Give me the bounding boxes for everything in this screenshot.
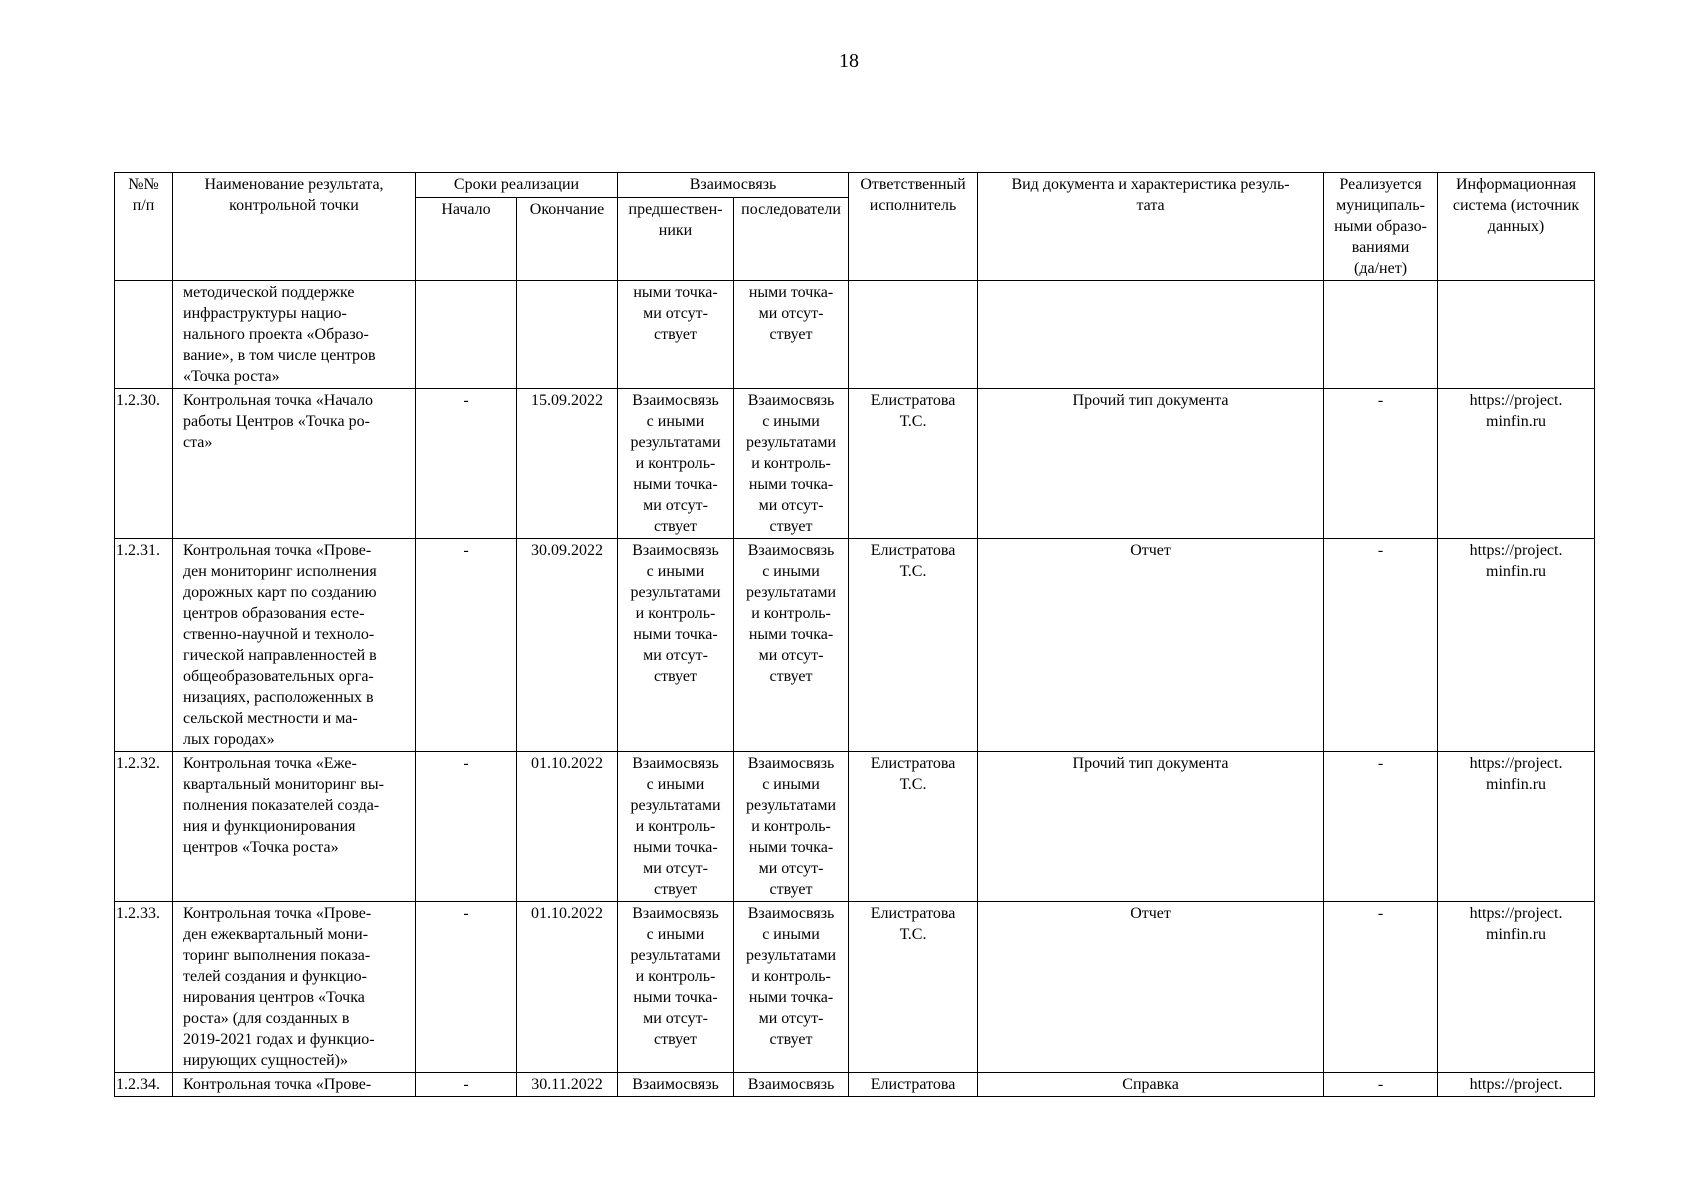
row-pred: Взаимосвязь с иными результатами и контроль- ными точка- ми отсут- ствует bbox=[618, 539, 734, 752]
row-succ: Взаимосвязь с иными результатами и контроль- ными точка- ми отсут- ствует bbox=[734, 539, 849, 752]
row-num: 1.2.34. bbox=[115, 1073, 173, 1097]
row-succ: Взаимосвязь bbox=[734, 1073, 849, 1097]
row-name: Контрольная точка «Прове- ден мониторинг исполнения дорожных карт по созданию центров образования есте- ственно-научной и техноло- гической направленностей в общеобразовательных орга- низациях, расположенных в сельской местности и ма- лых городах» bbox=[173, 539, 416, 752]
results-table bbox=[114, 172, 1595, 1097]
row-municipal: - bbox=[1324, 752, 1438, 902]
row-name: Контрольная точка «Начало работы Центров «Точка ро- ста» bbox=[173, 389, 416, 539]
row-pred: ными точка- ми отсут- ствует bbox=[618, 281, 734, 389]
row-succ: Взаимосвязь с иными результатами и контроль- ными точка- ми отсут- ствует bbox=[734, 902, 849, 1073]
header-terms: Сроки реализации bbox=[416, 173, 618, 198]
header-municipal: Реализуется муниципаль- ными образо- ваниями (да/нет) bbox=[1324, 173, 1438, 281]
header-num: №№ п/п bbox=[115, 173, 173, 281]
header-row-top bbox=[115, 173, 1595, 198]
page-number: 18 bbox=[839, 50, 859, 72]
row-end bbox=[517, 281, 618, 389]
header-responsible: Ответственный исполнитель bbox=[849, 173, 978, 281]
row-end: 30.09.2022 bbox=[517, 539, 618, 752]
row-doc: Прочий тип документа bbox=[978, 389, 1324, 539]
row-responsible: Елистратова bbox=[849, 1073, 978, 1097]
row-doc: Отчет bbox=[978, 902, 1324, 1073]
row-pred: Взаимосвязь с иными результатами и контроль- ными точка- ми отсут- ствует bbox=[618, 389, 734, 539]
row-name: Контрольная точка «Еже- квартальный мониторинг вы- полнения показателей созда- ния и функционирования центров «Точка роста» bbox=[173, 752, 416, 902]
row-name: Контрольная точка «Прове- ден ежеквартальный мони- торинг выполнения показа- телей создания и функцио- нирования центров «Точка роста» (для созданных в 2019-2021 годах и функцио- нирующих сущностей)» bbox=[173, 902, 416, 1073]
table-body bbox=[115, 281, 1595, 1097]
row-doc bbox=[978, 281, 1324, 389]
row-info: https://project. minfin.ru bbox=[1438, 902, 1595, 1073]
header-doc: Вид документа и характеристика резуль- тата bbox=[978, 173, 1324, 281]
row-responsible: Елистратова Т.С. bbox=[849, 752, 978, 902]
row-responsible: Елистратова Т.С. bbox=[849, 539, 978, 752]
row-info: https://project. minfin.ru bbox=[1438, 539, 1595, 752]
header-pred: предшествен- ники bbox=[618, 198, 734, 281]
row-municipal bbox=[1324, 281, 1438, 389]
row-responsible bbox=[849, 281, 978, 389]
row-pred: Взаимосвязь с иными результатами и контроль- ными точка- ми отсут- ствует bbox=[618, 902, 734, 1073]
header-info: Информационная система (источник данных) bbox=[1438, 173, 1595, 281]
row-start: - bbox=[416, 389, 517, 539]
header-name: Наименование результата, контрольной точки bbox=[173, 173, 416, 281]
row-responsible: Елистратова Т.С. bbox=[849, 389, 978, 539]
table-row bbox=[115, 389, 1595, 539]
row-end: 15.09.2022 bbox=[517, 389, 618, 539]
row-succ: Взаимосвязь с иными результатами и контроль- ными точка- ми отсут- ствует bbox=[734, 752, 849, 902]
row-start bbox=[416, 281, 517, 389]
row-municipal: - bbox=[1324, 389, 1438, 539]
table-row bbox=[115, 281, 1595, 389]
row-num: 1.2.31. bbox=[115, 539, 173, 752]
row-succ: ными точка- ми отсут- ствует bbox=[734, 281, 849, 389]
row-start: - bbox=[416, 1073, 517, 1097]
row-name: Контрольная точка «Прове- bbox=[173, 1073, 416, 1097]
table-row bbox=[115, 1073, 1595, 1097]
row-info bbox=[1438, 281, 1595, 389]
row-start: - bbox=[416, 539, 517, 752]
row-municipal: - bbox=[1324, 539, 1438, 752]
header-start: Начало bbox=[416, 198, 517, 281]
row-num bbox=[115, 281, 173, 389]
row-pred: Взаимосвязь с иными результатами и контроль- ными точка- ми отсут- ствует bbox=[618, 752, 734, 902]
row-responsible: Елистратова Т.С. bbox=[849, 902, 978, 1073]
row-num: 1.2.33. bbox=[115, 902, 173, 1073]
row-end: 01.10.2022 bbox=[517, 752, 618, 902]
row-end: 30.11.2022 bbox=[517, 1073, 618, 1097]
table-row bbox=[115, 902, 1595, 1073]
row-num: 1.2.30. bbox=[115, 389, 173, 539]
row-municipal: - bbox=[1324, 1073, 1438, 1097]
table-row bbox=[115, 539, 1595, 752]
table-row bbox=[115, 752, 1595, 902]
row-start: - bbox=[416, 902, 517, 1073]
row-num: 1.2.32. bbox=[115, 752, 173, 902]
header-succ: последователи bbox=[734, 198, 849, 281]
row-doc: Прочий тип документа bbox=[978, 752, 1324, 902]
header-end: Окончание bbox=[517, 198, 618, 281]
row-pred: Взаимосвязь bbox=[618, 1073, 734, 1097]
row-name: методической поддержке инфраструктуры нацио- нального проекта «Образо- вание», в том числе центров «Точка роста» bbox=[173, 281, 416, 389]
row-info: https://project. minfin.ru bbox=[1438, 752, 1595, 902]
row-doc: Отчет bbox=[978, 539, 1324, 752]
row-end: 01.10.2022 bbox=[517, 902, 618, 1073]
row-info: https://project. bbox=[1438, 1073, 1595, 1097]
row-succ: Взаимосвязь с иными результатами и контроль- ными точка- ми отсут- ствует bbox=[734, 389, 849, 539]
header-relation: Взаимосвязь bbox=[618, 173, 849, 198]
row-info: https://project. minfin.ru bbox=[1438, 389, 1595, 539]
row-doc: Справка bbox=[978, 1073, 1324, 1097]
row-municipal: - bbox=[1324, 902, 1438, 1073]
row-start: - bbox=[416, 752, 517, 902]
